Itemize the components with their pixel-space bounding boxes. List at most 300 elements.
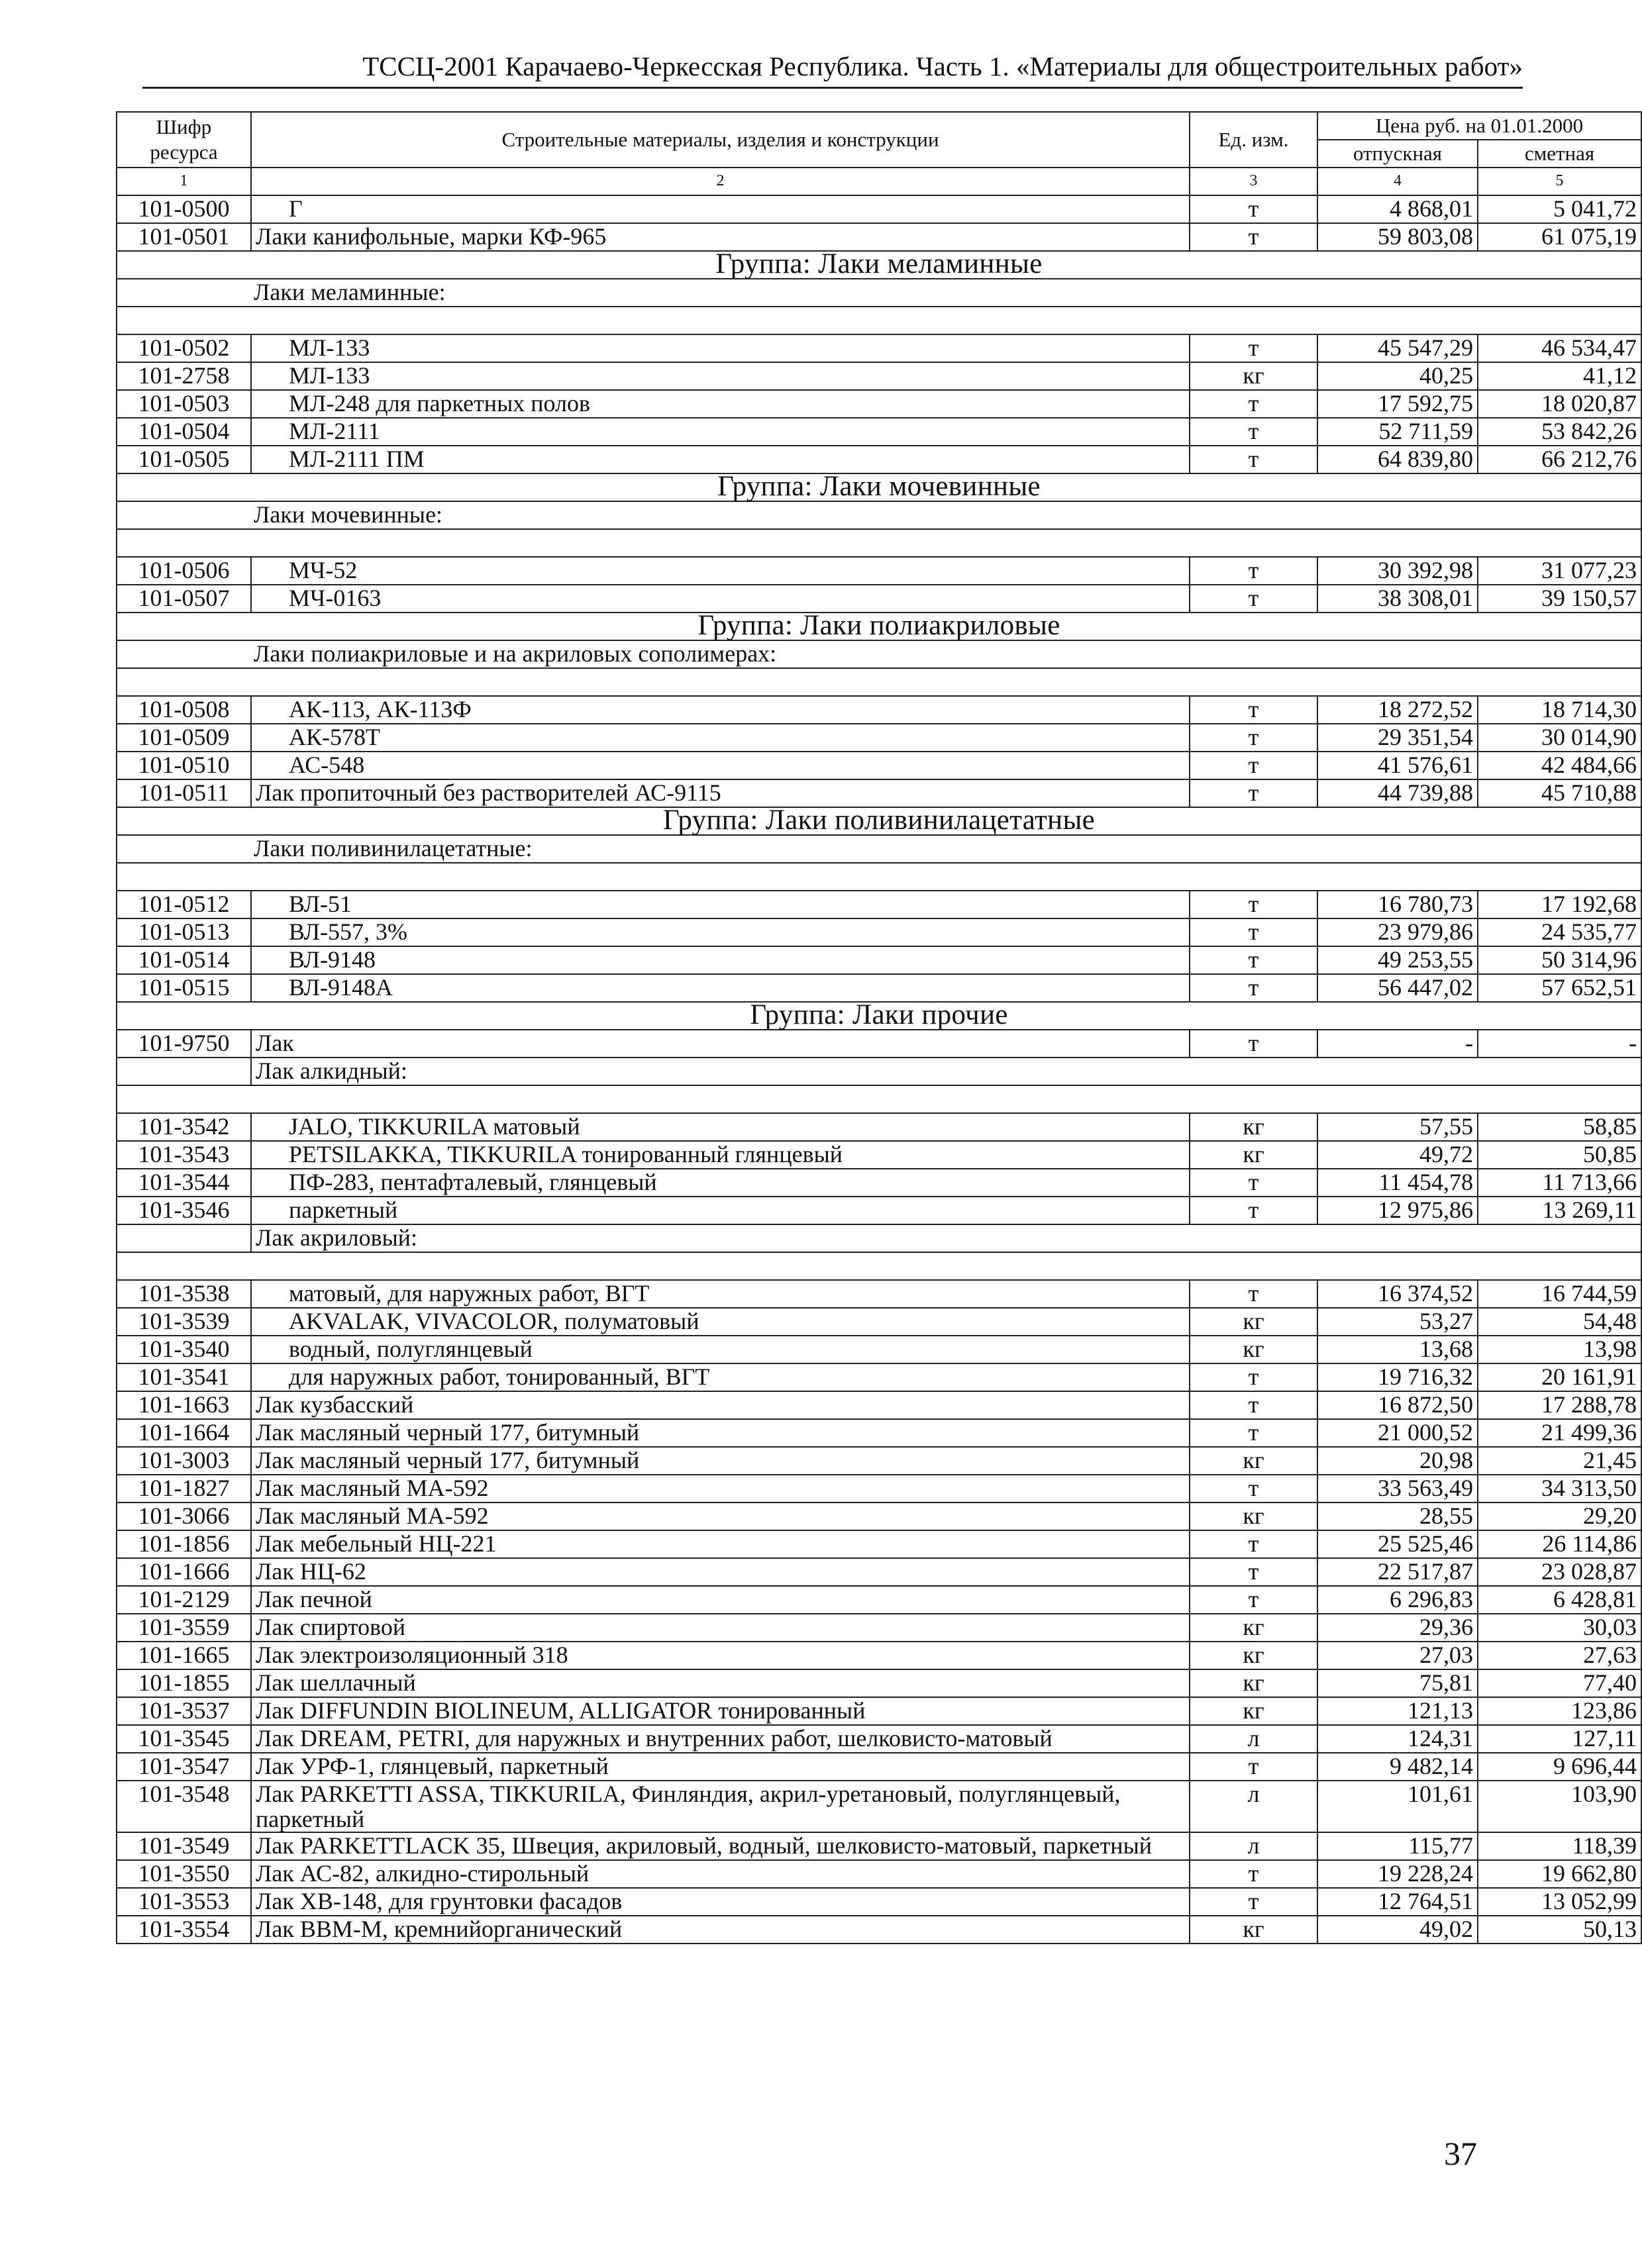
unit: кг xyxy=(1190,1141,1317,1169)
estimate-price: 13 052,99 xyxy=(1478,1888,1641,1916)
resource-code: 101-3542 xyxy=(117,1113,251,1141)
spacer-row xyxy=(117,1252,1641,1280)
resource-code: 101-0501 xyxy=(117,223,251,251)
table-row xyxy=(117,1781,1641,1832)
unit: т xyxy=(1190,1280,1317,1308)
release-price: 41 576,61 xyxy=(1317,752,1478,779)
release-price: 44 739,88 xyxy=(1317,779,1478,807)
unit: т xyxy=(1190,557,1317,585)
table-row xyxy=(117,585,1641,613)
material-name: Лак масляный МА-592 xyxy=(251,1475,1190,1503)
group-heading: Группа: Лаки полиакриловые xyxy=(117,613,1641,640)
unit: т xyxy=(1190,1753,1317,1781)
unit: т xyxy=(1190,418,1317,446)
resource-code: 101-3559 xyxy=(117,1614,251,1642)
resource-code: 101-3003 xyxy=(117,1447,251,1475)
material-name: Лак PARKETTI ASSA, TIKKURILA, Финляндия, акрил-уретановый, полуглянцевый, паркетный xyxy=(251,1781,1190,1832)
table-row xyxy=(117,1308,1641,1336)
estimate-price: 46 534,47 xyxy=(1478,334,1641,362)
table-row xyxy=(117,1475,1641,1503)
resource-code: 101-3553 xyxy=(117,1888,251,1916)
release-price: 52 711,59 xyxy=(1317,418,1478,446)
unit: т xyxy=(1190,1860,1317,1888)
subgroup-heading-row xyxy=(117,835,1641,863)
group-heading: Группа: Лаки меламинные xyxy=(117,251,1641,279)
unit: т xyxy=(1190,1888,1317,1916)
estimate-price: 18 714,30 xyxy=(1478,696,1641,724)
material-name: ВЛ-557, 3% xyxy=(251,918,1190,946)
material-name: ВЛ-51 xyxy=(251,891,1190,918)
estimate-price: 17 192,68 xyxy=(1478,891,1641,918)
resource-code: 101-0504 xyxy=(117,418,251,446)
subgroup-heading: Лак акриловый: xyxy=(251,1224,1641,1252)
subgroup-heading: Лаки поливинилацетатные: xyxy=(117,835,1641,863)
unit: кг xyxy=(1190,362,1317,390)
spacer-row xyxy=(117,307,1641,334)
unit: кг xyxy=(1190,1697,1317,1725)
unit: т xyxy=(1190,1030,1317,1058)
table-row xyxy=(117,1391,1641,1419)
material-name: Лак масляный черный 177, битумный xyxy=(251,1419,1190,1447)
unit: кг xyxy=(1190,1336,1317,1363)
table-row xyxy=(117,1586,1641,1614)
material-name: JALO, TIKKURILA матовый xyxy=(251,1113,1190,1141)
subgroup-heading-row xyxy=(117,640,1641,668)
material-name: Лак масляный МА-592 xyxy=(251,1503,1190,1530)
release-price: 124,31 xyxy=(1317,1725,1478,1753)
group-heading-row xyxy=(117,807,1641,835)
unit: т xyxy=(1190,779,1317,807)
estimate-price: 41,12 xyxy=(1478,362,1641,390)
release-price: 4 868,01 xyxy=(1317,195,1478,223)
table-row xyxy=(117,1614,1641,1642)
material-name: ВЛ-9148 xyxy=(251,946,1190,974)
subgroup-heading: Лаки мочевинные: xyxy=(117,501,1641,529)
table-row xyxy=(117,1530,1641,1558)
group-heading-row xyxy=(117,613,1641,640)
release-price: 53,27 xyxy=(1317,1308,1478,1336)
release-price: 59 803,08 xyxy=(1317,223,1478,251)
release-price: 28,55 xyxy=(1317,1503,1478,1530)
unit: т xyxy=(1190,1530,1317,1558)
table-row xyxy=(117,390,1641,418)
table-row xyxy=(117,1503,1641,1530)
table-row xyxy=(117,1888,1641,1916)
group-heading: Группа: Лаки мочевинные xyxy=(117,473,1641,501)
material-name: Лак DREAM, PETRI, для наружных и внутренних работ, шелковисто-матовый xyxy=(251,1725,1190,1753)
table-row xyxy=(117,362,1641,390)
material-name: паркетный xyxy=(251,1197,1190,1224)
estimate-price: 21,45 xyxy=(1478,1447,1641,1475)
subgroup-heading: Лак алкидный: xyxy=(251,1058,1641,1085)
release-price: 75,81 xyxy=(1317,1669,1478,1697)
unit: кг xyxy=(1190,1669,1317,1697)
unit: л xyxy=(1190,1832,1317,1860)
unit: кг xyxy=(1190,1642,1317,1669)
resource-code: 101-1666 xyxy=(117,1558,251,1586)
material-name: МЛ-2111 xyxy=(251,418,1190,446)
table-row xyxy=(117,1558,1641,1586)
header-release: отпускная xyxy=(1317,140,1478,168)
release-price: 33 563,49 xyxy=(1317,1475,1478,1503)
resource-code: 101-3549 xyxy=(117,1832,251,1860)
release-price: 23 979,86 xyxy=(1317,918,1478,946)
resource-code: 101-0512 xyxy=(117,891,251,918)
material-name: Лак DIFFUNDIN BIOLINEUM, ALLIGATOR тонированный xyxy=(251,1697,1190,1725)
estimate-price: 30,03 xyxy=(1478,1614,1641,1642)
estimate-price: 26 114,86 xyxy=(1478,1530,1641,1558)
estimate-price: 54,48 xyxy=(1478,1308,1641,1336)
release-price: 13,68 xyxy=(1317,1336,1478,1363)
estimate-price: 23 028,87 xyxy=(1478,1558,1641,1586)
table-row xyxy=(117,446,1641,473)
unit: т xyxy=(1190,446,1317,473)
estimate-price: 123,86 xyxy=(1478,1697,1641,1725)
release-price: 12 764,51 xyxy=(1317,1888,1478,1916)
resource-code: 101-0505 xyxy=(117,446,251,473)
unit: кг xyxy=(1190,1503,1317,1530)
table-body xyxy=(117,195,1641,1944)
release-price: 16 374,52 xyxy=(1317,1280,1478,1308)
column-number: 1 xyxy=(117,168,251,195)
estimate-price: 103,90 xyxy=(1478,1781,1641,1832)
table-row xyxy=(117,1725,1641,1753)
unit: л xyxy=(1190,1781,1317,1832)
table-header-row xyxy=(117,112,1641,140)
material-name: ВЛ-9148А xyxy=(251,974,1190,1002)
material-name: Лаки канифольные, марки КФ-965 xyxy=(251,223,1190,251)
estimate-price: 50 314,96 xyxy=(1478,946,1641,974)
resource-code: 101-3537 xyxy=(117,1697,251,1725)
release-price: 49,72 xyxy=(1317,1141,1478,1169)
material-name: АК-113, АК-113Ф xyxy=(251,696,1190,724)
unit: т xyxy=(1190,1475,1317,1503)
estimate-price: 9 696,44 xyxy=(1478,1753,1641,1781)
resource-code: 101-0500 xyxy=(117,195,251,223)
material-name: Лак ХВ-148, для грунтовки фасадов xyxy=(251,1888,1190,1916)
material-name: для наружных работ, тонированный, ВГТ xyxy=(251,1363,1190,1391)
estimate-price: 45 710,88 xyxy=(1478,779,1641,807)
unit: т xyxy=(1190,585,1317,613)
estimate-price: 50,13 xyxy=(1478,1916,1641,1944)
resource-code: 101-3554 xyxy=(117,1916,251,1944)
unit: т xyxy=(1190,1419,1317,1447)
release-price: 45 547,29 xyxy=(1317,334,1478,362)
material-name: Лак xyxy=(251,1030,1190,1058)
material-name: Лак масляный черный 177, битумный xyxy=(251,1447,1190,1475)
estimate-price: 42 484,66 xyxy=(1478,752,1641,779)
estimate-price: 61 075,19 xyxy=(1478,223,1641,251)
release-price: 20,98 xyxy=(1317,1447,1478,1475)
resource-code: 101-0502 xyxy=(117,334,251,362)
material-name: Лак УРФ-1, глянцевый, паркетный xyxy=(251,1753,1190,1781)
release-price: 16 780,73 xyxy=(1317,891,1478,918)
header-rule xyxy=(142,87,1523,89)
table-row xyxy=(117,1363,1641,1391)
estimate-price: 17 288,78 xyxy=(1478,1391,1641,1419)
material-name: МЛ-2111 ПМ xyxy=(251,446,1190,473)
material-name: матовый, для наружных работ, ВГТ xyxy=(251,1280,1190,1308)
material-name: АК-578Т xyxy=(251,724,1190,752)
estimate-price: 127,11 xyxy=(1478,1725,1641,1753)
unit: т xyxy=(1190,752,1317,779)
page-number: 37 xyxy=(1444,2135,1477,2172)
material-name: Лак ВВМ-М, кремнийорганический xyxy=(251,1916,1190,1944)
subgroup-code-cell xyxy=(117,1224,251,1252)
resource-code: 101-3543 xyxy=(117,1141,251,1169)
release-price: 11 454,78 xyxy=(1317,1169,1478,1197)
resource-code: 101-0513 xyxy=(117,918,251,946)
resource-code: 101-9750 xyxy=(117,1030,251,1058)
release-price: 29,36 xyxy=(1317,1614,1478,1642)
unit: т xyxy=(1190,195,1317,223)
table-row xyxy=(117,418,1641,446)
resource-code: 101-1663 xyxy=(117,1391,251,1419)
table-row xyxy=(117,1860,1641,1888)
material-name: Лак спиртовой xyxy=(251,1614,1190,1642)
material-name: Лак электроизоляционный 318 xyxy=(251,1642,1190,1669)
unit: т xyxy=(1190,1363,1317,1391)
spacer-cell xyxy=(117,1085,1641,1113)
spacer-cell xyxy=(117,668,1641,696)
table-row xyxy=(117,696,1641,724)
estimate-price: 39 150,57 xyxy=(1478,585,1641,613)
spacer-row xyxy=(117,863,1641,891)
material-name: Г xyxy=(251,195,1190,223)
material-name: Лак пропиточный без растворителей АС-9115 xyxy=(251,779,1190,807)
release-price: 49,02 xyxy=(1317,1916,1478,1944)
unit: кг xyxy=(1190,1916,1317,1944)
unit: т xyxy=(1190,1558,1317,1586)
price-table xyxy=(116,111,1642,1944)
resource-code: 101-3548 xyxy=(117,1781,251,1832)
table-row xyxy=(117,752,1641,779)
resource-code: 101-0506 xyxy=(117,557,251,585)
resource-code: 101-3539 xyxy=(117,1308,251,1336)
release-price: 17 592,75 xyxy=(1317,390,1478,418)
estimate-price: 20 161,91 xyxy=(1478,1363,1641,1391)
resource-code: 101-3066 xyxy=(117,1503,251,1530)
material-name: PETSILAKKA, TIKKURILA тонированный глянцевый xyxy=(251,1141,1190,1169)
estimate-price: 19 662,80 xyxy=(1478,1860,1641,1888)
resource-code: 101-3546 xyxy=(117,1197,251,1224)
unit: т xyxy=(1190,390,1317,418)
unit: т xyxy=(1190,696,1317,724)
resource-code: 101-1664 xyxy=(117,1419,251,1447)
table-row xyxy=(117,557,1641,585)
release-price: 19 228,24 xyxy=(1317,1860,1478,1888)
release-price: 19 716,32 xyxy=(1317,1363,1478,1391)
group-heading-row xyxy=(117,1002,1641,1030)
table-row xyxy=(117,1141,1641,1169)
header-code: Шифр ресурса xyxy=(117,112,251,168)
group-heading: Группа: Лаки прочие xyxy=(117,1002,1641,1030)
table-row xyxy=(117,779,1641,807)
estimate-price: 18 020,87 xyxy=(1478,390,1641,418)
header-estimate: сметная xyxy=(1478,140,1641,168)
spacer-row xyxy=(117,1085,1641,1113)
table-row xyxy=(117,1419,1641,1447)
column-number-row xyxy=(117,168,1641,195)
unit: кг xyxy=(1190,1614,1317,1642)
release-price: 9 482,14 xyxy=(1317,1753,1478,1781)
table-row xyxy=(117,1447,1641,1475)
spacer-cell xyxy=(117,529,1641,557)
resource-code: 101-1665 xyxy=(117,1642,251,1669)
release-price: 38 308,01 xyxy=(1317,585,1478,613)
estimate-price: 16 744,59 xyxy=(1478,1280,1641,1308)
material-name: Лак НЦ-62 xyxy=(251,1558,1190,1586)
estimate-price: 50,85 xyxy=(1478,1141,1641,1169)
column-number: 2 xyxy=(251,168,1190,195)
table-row xyxy=(117,1669,1641,1697)
header-name: Строительные материалы, изделия и конструкции xyxy=(251,112,1190,168)
unit: кг xyxy=(1190,1113,1317,1141)
material-name: AKVALAK, VIVACOLOR, полуматовый xyxy=(251,1308,1190,1336)
material-name: Лак мебельный НЦ-221 xyxy=(251,1530,1190,1558)
unit: т xyxy=(1190,1169,1317,1197)
table-row xyxy=(117,891,1641,918)
table-row xyxy=(117,1832,1641,1860)
table-row xyxy=(117,334,1641,362)
resource-code: 101-0514 xyxy=(117,946,251,974)
unit: л xyxy=(1190,1725,1317,1753)
table-row xyxy=(117,724,1641,752)
material-name: Лак кузбасский xyxy=(251,1391,1190,1419)
material-name: МЧ-0163 xyxy=(251,585,1190,613)
material-name: ПФ-283, пентафталевый, глянцевый xyxy=(251,1169,1190,1197)
table-row xyxy=(117,1113,1641,1141)
estimate-price: 30 014,90 xyxy=(1478,724,1641,752)
resource-code: 101-1827 xyxy=(117,1475,251,1503)
material-name: МЛ-248 для паркетных полов xyxy=(251,390,1190,418)
subgroup-heading-row xyxy=(117,1224,1641,1252)
unit: т xyxy=(1190,724,1317,752)
table-row xyxy=(117,1030,1641,1058)
estimate-price: 13,98 xyxy=(1478,1336,1641,1363)
unit: т xyxy=(1190,974,1317,1002)
group-heading: Группа: Лаки поливинилацетатные xyxy=(117,807,1641,835)
release-price: 30 392,98 xyxy=(1317,557,1478,585)
header-price: Цена руб. на 01.01.2000 xyxy=(1317,112,1641,140)
group-heading-row xyxy=(117,251,1641,279)
estimate-price: 6 428,81 xyxy=(1478,1586,1641,1614)
estimate-price: 31 077,23 xyxy=(1478,557,1641,585)
resource-code: 101-0509 xyxy=(117,724,251,752)
estimate-price: 57 652,51 xyxy=(1478,974,1641,1002)
table-row xyxy=(117,1916,1641,1944)
group-heading-row xyxy=(117,473,1641,501)
release-price: 121,13 xyxy=(1317,1697,1478,1725)
spacer-cell xyxy=(117,1252,1641,1280)
table-row xyxy=(117,1336,1641,1363)
unit: т xyxy=(1190,334,1317,362)
release-price: 101,61 xyxy=(1317,1781,1478,1832)
estimate-price: 34 313,50 xyxy=(1478,1475,1641,1503)
estimate-price: 29,20 xyxy=(1478,1503,1641,1530)
column-number: 3 xyxy=(1190,168,1317,195)
release-price: 18 272,52 xyxy=(1317,696,1478,724)
unit: т xyxy=(1190,1391,1317,1419)
subgroup-heading-row xyxy=(117,501,1641,529)
spacer-row xyxy=(117,529,1641,557)
release-price: 25 525,46 xyxy=(1317,1530,1478,1558)
subgroup-heading: Лаки меламинные: xyxy=(117,279,1641,307)
estimate-price: 13 269,11 xyxy=(1478,1197,1641,1224)
material-name: водный, полуглянцевый xyxy=(251,1336,1190,1363)
release-price: 115,77 xyxy=(1317,1832,1478,1860)
release-price: 12 975,86 xyxy=(1317,1197,1478,1224)
estimate-price: 118,39 xyxy=(1478,1832,1641,1860)
estimate-price: 24 535,77 xyxy=(1478,918,1641,946)
resource-code: 101-0503 xyxy=(117,390,251,418)
subgroup-heading: Лаки полиакриловые и на акриловых сополимерах: xyxy=(117,640,1641,668)
table-row xyxy=(117,1697,1641,1725)
table-row xyxy=(117,195,1641,223)
estimate-price: 66 212,76 xyxy=(1478,446,1641,473)
table-row xyxy=(117,1753,1641,1781)
table-row xyxy=(117,974,1641,1002)
unit: кг xyxy=(1190,1308,1317,1336)
spacer-row xyxy=(117,668,1641,696)
spacer-cell xyxy=(117,863,1641,891)
resource-code: 101-3547 xyxy=(117,1753,251,1781)
unit: кг xyxy=(1190,1447,1317,1475)
unit: т xyxy=(1190,891,1317,918)
estimate-price: 21 499,36 xyxy=(1478,1419,1641,1447)
estimate-price: 53 842,26 xyxy=(1478,418,1641,446)
table-row xyxy=(117,1197,1641,1224)
resource-code: 101-1856 xyxy=(117,1530,251,1558)
unit: т xyxy=(1190,1586,1317,1614)
resource-code: 101-3550 xyxy=(117,1860,251,1888)
estimate-price: 27,63 xyxy=(1478,1642,1641,1669)
unit: т xyxy=(1190,946,1317,974)
resource-code: 101-3544 xyxy=(117,1169,251,1197)
release-price: 40,25 xyxy=(1317,362,1478,390)
release-price: 27,03 xyxy=(1317,1642,1478,1669)
unit: т xyxy=(1190,918,1317,946)
estimate-price: 5 041,72 xyxy=(1478,195,1641,223)
column-number: 4 xyxy=(1317,168,1478,195)
material-name: Лак печной xyxy=(251,1586,1190,1614)
resource-code: 101-0510 xyxy=(117,752,251,779)
resource-code: 101-3538 xyxy=(117,1280,251,1308)
material-name: Лак АС-82, алкидно-стирольный xyxy=(251,1860,1190,1888)
resource-code: 101-0511 xyxy=(117,779,251,807)
unit: т xyxy=(1190,1197,1317,1224)
release-price: 16 872,50 xyxy=(1317,1391,1478,1419)
spacer-cell xyxy=(117,307,1641,334)
subgroup-heading-row xyxy=(117,1058,1641,1085)
release-price: 21 000,52 xyxy=(1317,1419,1478,1447)
page-header xyxy=(116,50,1523,89)
subgroup-code-cell xyxy=(117,1058,251,1085)
material-name: Лак шеллачный xyxy=(251,1669,1190,1697)
resource-code: 101-3541 xyxy=(117,1363,251,1391)
material-name: МЛ-133 xyxy=(251,334,1190,362)
table-row xyxy=(117,1642,1641,1669)
table-row xyxy=(117,946,1641,974)
release-price: 22 517,87 xyxy=(1317,1558,1478,1586)
material-name: МЧ-52 xyxy=(251,557,1190,585)
release-price: - xyxy=(1317,1030,1478,1058)
material-name: АС-548 xyxy=(251,752,1190,779)
table-row xyxy=(117,918,1641,946)
resource-code: 101-0508 xyxy=(117,696,251,724)
resource-code: 101-0507 xyxy=(117,585,251,613)
release-price: 64 839,80 xyxy=(1317,446,1478,473)
